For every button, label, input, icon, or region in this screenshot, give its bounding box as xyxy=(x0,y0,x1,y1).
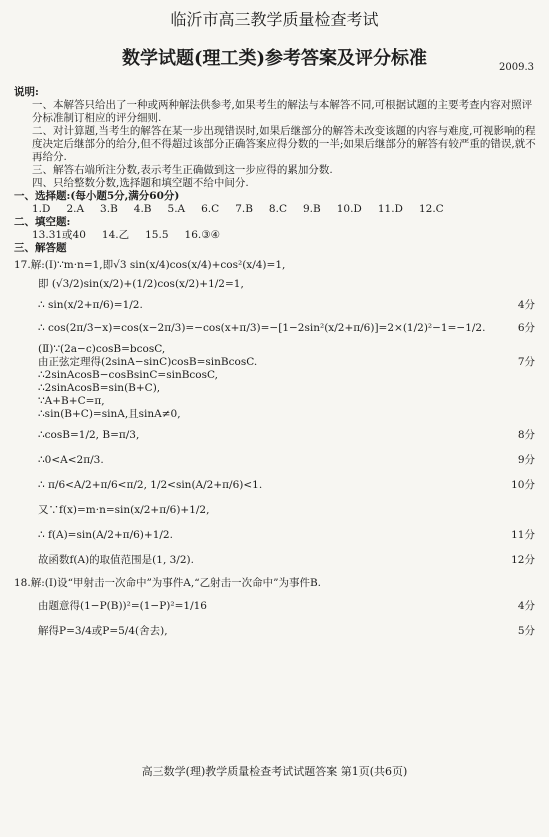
note-4: 四、只给整数分数,选择题和填空题不给中间分. xyxy=(32,177,249,189)
choice-answer: 3.B xyxy=(100,203,118,215)
fill-answer: 16.③④ xyxy=(184,229,221,241)
q17-line-1: 17.解:(Ⅰ)∵m·n=1,即√3 sin(x/4)cos(x/4)+cos²(x/4)=1, xyxy=(14,259,286,271)
solve-title: 三、解答题 xyxy=(14,242,67,254)
q17-line-2: 即 (√3/2)sin(x/2)+(1/2)cos(x/2)+1/2=1, xyxy=(38,278,244,290)
score: 12分 xyxy=(511,554,535,566)
exam-name: 临沂市高三教学质量检查考试 xyxy=(170,10,379,29)
choice-answer: 2.A xyxy=(66,203,85,215)
q17-line-10: ∴sin(B+C)=sinA,且sinA≠0, xyxy=(38,408,181,420)
choice-answer: 6.C xyxy=(201,203,220,215)
fill-title: 二、填空题: xyxy=(14,216,71,228)
score: 10分 xyxy=(511,479,535,491)
score: 7分 xyxy=(517,356,535,368)
page-footer: 高三数学(理)教学质量检查考试试题答案 第1页(共6页) xyxy=(141,765,408,778)
choice-answer: 1.D xyxy=(32,203,51,215)
q17-line-13: ∴ π/6<A/2+π/6<π/2, 1/2<sin(A/2+π/6)<1. 10分 xyxy=(38,479,535,491)
fill-answer: 13.31或40 xyxy=(32,229,86,241)
q17-line-12: ∴0<A<2π/3. 9分 xyxy=(38,454,535,466)
q17-line-4: ∴ cos(2π/3−x)=cos(x−2π/3)=−cos(x+π/3)=−[1−2sin²(x/2+π/6)]=2×(1/2)²−1=−1/2. 6分 xyxy=(38,322,535,334)
score: 4分 xyxy=(517,600,535,612)
q18-line-3: 解得P=3/4或P=5/4(舍去), 5分 xyxy=(38,625,535,637)
q17-line-14: 又∵f(x)=m·n=sin(x/2+π/6)+1/2, xyxy=(38,504,210,516)
document-body xyxy=(14,86,539,638)
score: 9分 xyxy=(517,454,535,466)
fill-answer: 15.5 xyxy=(145,229,169,241)
q17-line-6: 由正弦定理得(2sinA−sinC)cosB=sinBcosC. 7分 xyxy=(38,356,535,368)
q18-line-2: 由题意得(1−P(B))²=(1−P)²=1/16 4分 xyxy=(38,600,535,612)
q17-line-15: ∴ f(A)=sin(A/2+π/6)+1/2. 11分 xyxy=(38,529,535,541)
choice-answer: 12.C xyxy=(418,203,444,215)
q17-line-9: ∵A+B+C=π, xyxy=(38,395,105,407)
score: 5分 xyxy=(517,625,535,637)
notes-title: 说明: xyxy=(14,86,39,98)
score: 4分 xyxy=(517,299,535,311)
document-title: 数学试题(理工类)参考答案及评分标准 xyxy=(121,48,428,69)
note-2: 二、对计算题,当考生的解答在某一步出现错误时,如果后继部分的解答未改变该题的内容与难度,可视影响的程度决定后继部分的给分,但不得超过该部分正确答案应得分数的一半;如果后继部分的解答有较严重的错误,就不再给分. xyxy=(32,125,536,163)
fill-answer: 14.乙 xyxy=(101,229,130,241)
choice-answer: 11.D xyxy=(377,203,403,215)
q18-line-1: 18.解:(Ⅰ)设“甲射击一次命中”为事件A,“乙射击一次命中”为事件B. xyxy=(14,577,322,589)
score: 6分 xyxy=(517,322,535,334)
choice-answers xyxy=(14,203,539,216)
document-date: 2009.3 xyxy=(499,62,534,73)
q17-line-5: (Ⅱ)∵(2a−c)cosB=bcosC, xyxy=(38,343,166,355)
q17-line-16: 故函数f(A)的取值范围是(1, 3/2). 12分 xyxy=(38,554,535,566)
choice-answer: 9.B xyxy=(302,203,321,215)
choice-answer: 10.D xyxy=(336,203,362,215)
q17-line-3: ∴ sin(x/2+π/6)=1/2. 4分 xyxy=(38,299,535,311)
score: 11分 xyxy=(511,529,535,541)
q17-line-11: ∴cosB=1/2, B=π/3, 8分 xyxy=(38,429,535,441)
choice-title: 一、选择题:(每小题5分,满分60分) xyxy=(14,190,180,202)
choice-answer: 4.B xyxy=(133,203,152,215)
score: 8分 xyxy=(517,429,535,441)
note-3: 三、解答右端所注分数,表示考生正确做到这一步应得的累加分数. xyxy=(32,164,333,176)
note-1: 一、本解答只给出了一种或两种解法供参考,如果考生的解法与本解答不同,可根据试题的主要考查内容对照评分标准制订相应的评分细则. xyxy=(32,99,533,124)
q17-line-8: ∴2sinAcosB=sin(B+C), xyxy=(38,382,161,394)
choice-answer: 5.A xyxy=(167,203,186,215)
choice-answer: 7.B xyxy=(235,203,253,215)
q17-line-7: ∴2sinAcosB−cosBsinC=sinBcosC, xyxy=(38,369,219,381)
fill-answers xyxy=(14,229,539,242)
choice-answer: 8.C xyxy=(268,203,287,215)
